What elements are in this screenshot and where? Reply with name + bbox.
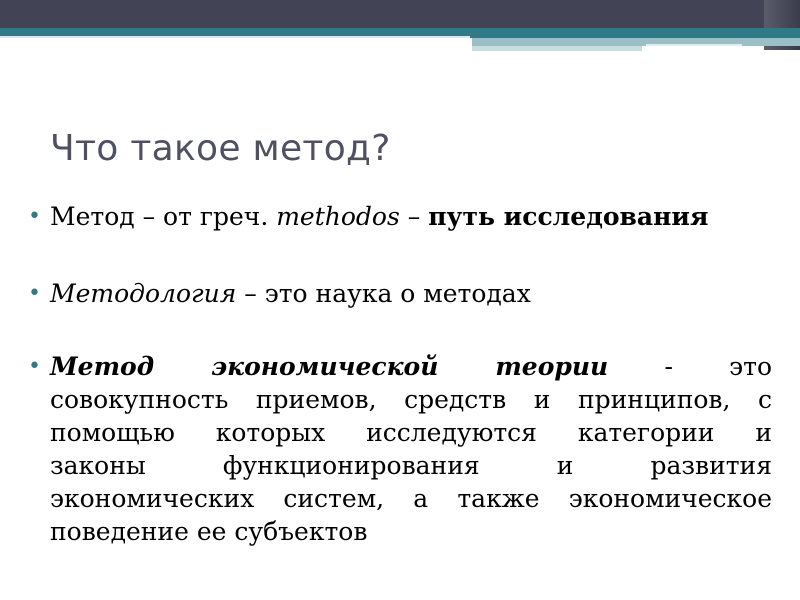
bullet-dot-icon: • (28, 281, 41, 306)
bullet-dot-icon: • (28, 354, 41, 379)
bullet-economic-method (28, 350, 772, 548)
text-line-6: поведение ее субъектов (50, 517, 368, 546)
bullet-list (28, 200, 772, 548)
text-line-1: Метод экономической теории - это (50, 352, 772, 381)
accent-bar-2 (472, 46, 642, 51)
text-line-3: помощью которых исследуются категории и (50, 418, 772, 447)
accent-bar-3 (646, 44, 742, 46)
light-stripe (0, 36, 470, 38)
text-line-5: экономических систем, а также экономическое (50, 484, 772, 513)
accent-bar-1 (472, 38, 800, 46)
bullet-dot-icon: • (28, 204, 41, 229)
bullet-method-definition: • Метод – от греч. methodos – путь исследования (28, 202, 709, 231)
slide-title: Что такое метод? (50, 128, 391, 169)
text-line-2: совокупность приемов, средств и принципов, с (50, 385, 772, 414)
text-line-4: законы функционирования и развития (50, 451, 772, 480)
top-dark-bar (0, 0, 800, 28)
bullet-methodology: • Методология – это наука о методах (28, 279, 531, 308)
